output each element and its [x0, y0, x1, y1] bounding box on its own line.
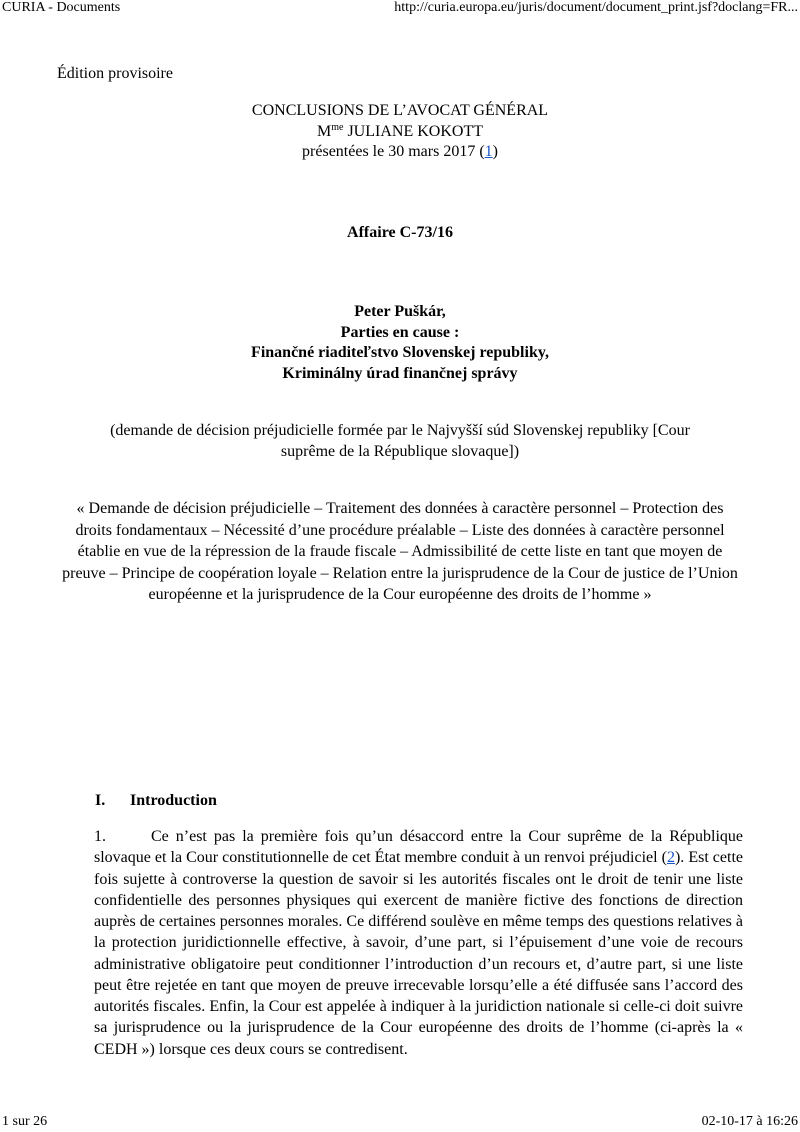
name-rest: JULIANE KOKOTT [343, 122, 483, 140]
paragraph-1 [94, 826, 743, 1060]
section-title: Introduction [130, 792, 217, 809]
presentation-date-close: ) [492, 143, 498, 160]
name-prefix: M [317, 122, 332, 140]
party-applicant: Peter Puškár, [354, 303, 446, 320]
footnote-link-1[interactable]: 1 [484, 143, 493, 160]
advocate-general-name [0, 122, 800, 143]
name-superscript: me [331, 121, 344, 133]
presentation-date-text: présentées le 30 mars 2017 ( [302, 143, 485, 160]
section-number: I. [95, 792, 106, 809]
print-timestamp: 02-10-17 à 16:26 [701, 1114, 798, 1129]
browser-header-url: http://curia.europa.eu/juris/document/document_print.jsf?doclang=FR... [394, 0, 798, 15]
presentation-date [0, 142, 800, 163]
reference-request: (demande de décision préjudicielle formée par le Najvyšší súd Slovenskej republiky [Cour suprême de la République slovaque]) [110, 422, 690, 460]
title-conclusions: CONCLUSIONS DE L’AVOCAT GÉNÉRAL [251, 102, 549, 119]
keywords-summary: « Demande de décision préjudicielle – Traitement des données à caractère personnel – Protection des droits fondamentaux – Nécessité d’une procédure préalable – Liste des données à caractère personnel établie en vue de la répression de la fraude fiscale – Admissibilité de cette liste en tant que moyen de preuve – Principe de coopération loyale – Relation entre la jurisprudence de la Cour de justice de l’Union européenne et la jurisprudence de la Cour européenne des droits de l’homme » [62, 500, 738, 603]
section-heading [95, 791, 217, 811]
edition-label: Édition provisoire [57, 65, 173, 82]
paragraph-number: 1. [94, 828, 106, 845]
document-title-block [0, 101, 800, 163]
parties-heading: Parties en cause : [340, 323, 460, 341]
paragraph-text-start: Ce n’est pas la première fois qu’un désaccord entre la Cour suprême de la République slovaque et la Cour constitutionnelle de cet État membre conduit à un renvoi préjudiciel ( [94, 828, 743, 867]
parties-block [0, 302, 800, 384]
paragraph-text-end: ). Est cette fois sujette à controverse la question de savoir si les autorités fiscales ont le droit de tenir une liste confidentielle des personnes physiques qui exercent de manière fictive des fonctions de direction auprès de certaines personnes morales. Ce différend soulève en même temps des questions relatives à la protection juridictionnelle effective, à savoir, d’une part, si l’épuisement d’une voie de recours administrative obligatoire peut conditionner l’introduction d’un recours et, d’autre part, si une liste peut être rejetée en tant que moyen de preuve irrecevable lorsqu’elle a été diffusée sans l’accord des autorités fiscales. Enfin, la Cour est appelée à indiquer à la juridiction nationale si celle-ci doit suivre sa jurisprudence ou la jurisprudence de la Cour européenne des droits de l’homme (ci-après la « CEDH ») lorsque ces deux cours se contredisent. [94, 849, 744, 1058]
page-counter: 1 sur 26 [2, 1114, 48, 1129]
case-number: Affaire C-73/16 [347, 224, 453, 241]
footnote-link-2[interactable]: 2 [666, 849, 675, 867]
party-defendant-1: Finančné riaditeľstvo Slovenskej republiky, [251, 344, 549, 361]
party-defendant-2: Kriminálny úrad finančnej správy [282, 364, 518, 382]
browser-header-title: CURIA - Documents [2, 0, 121, 15]
